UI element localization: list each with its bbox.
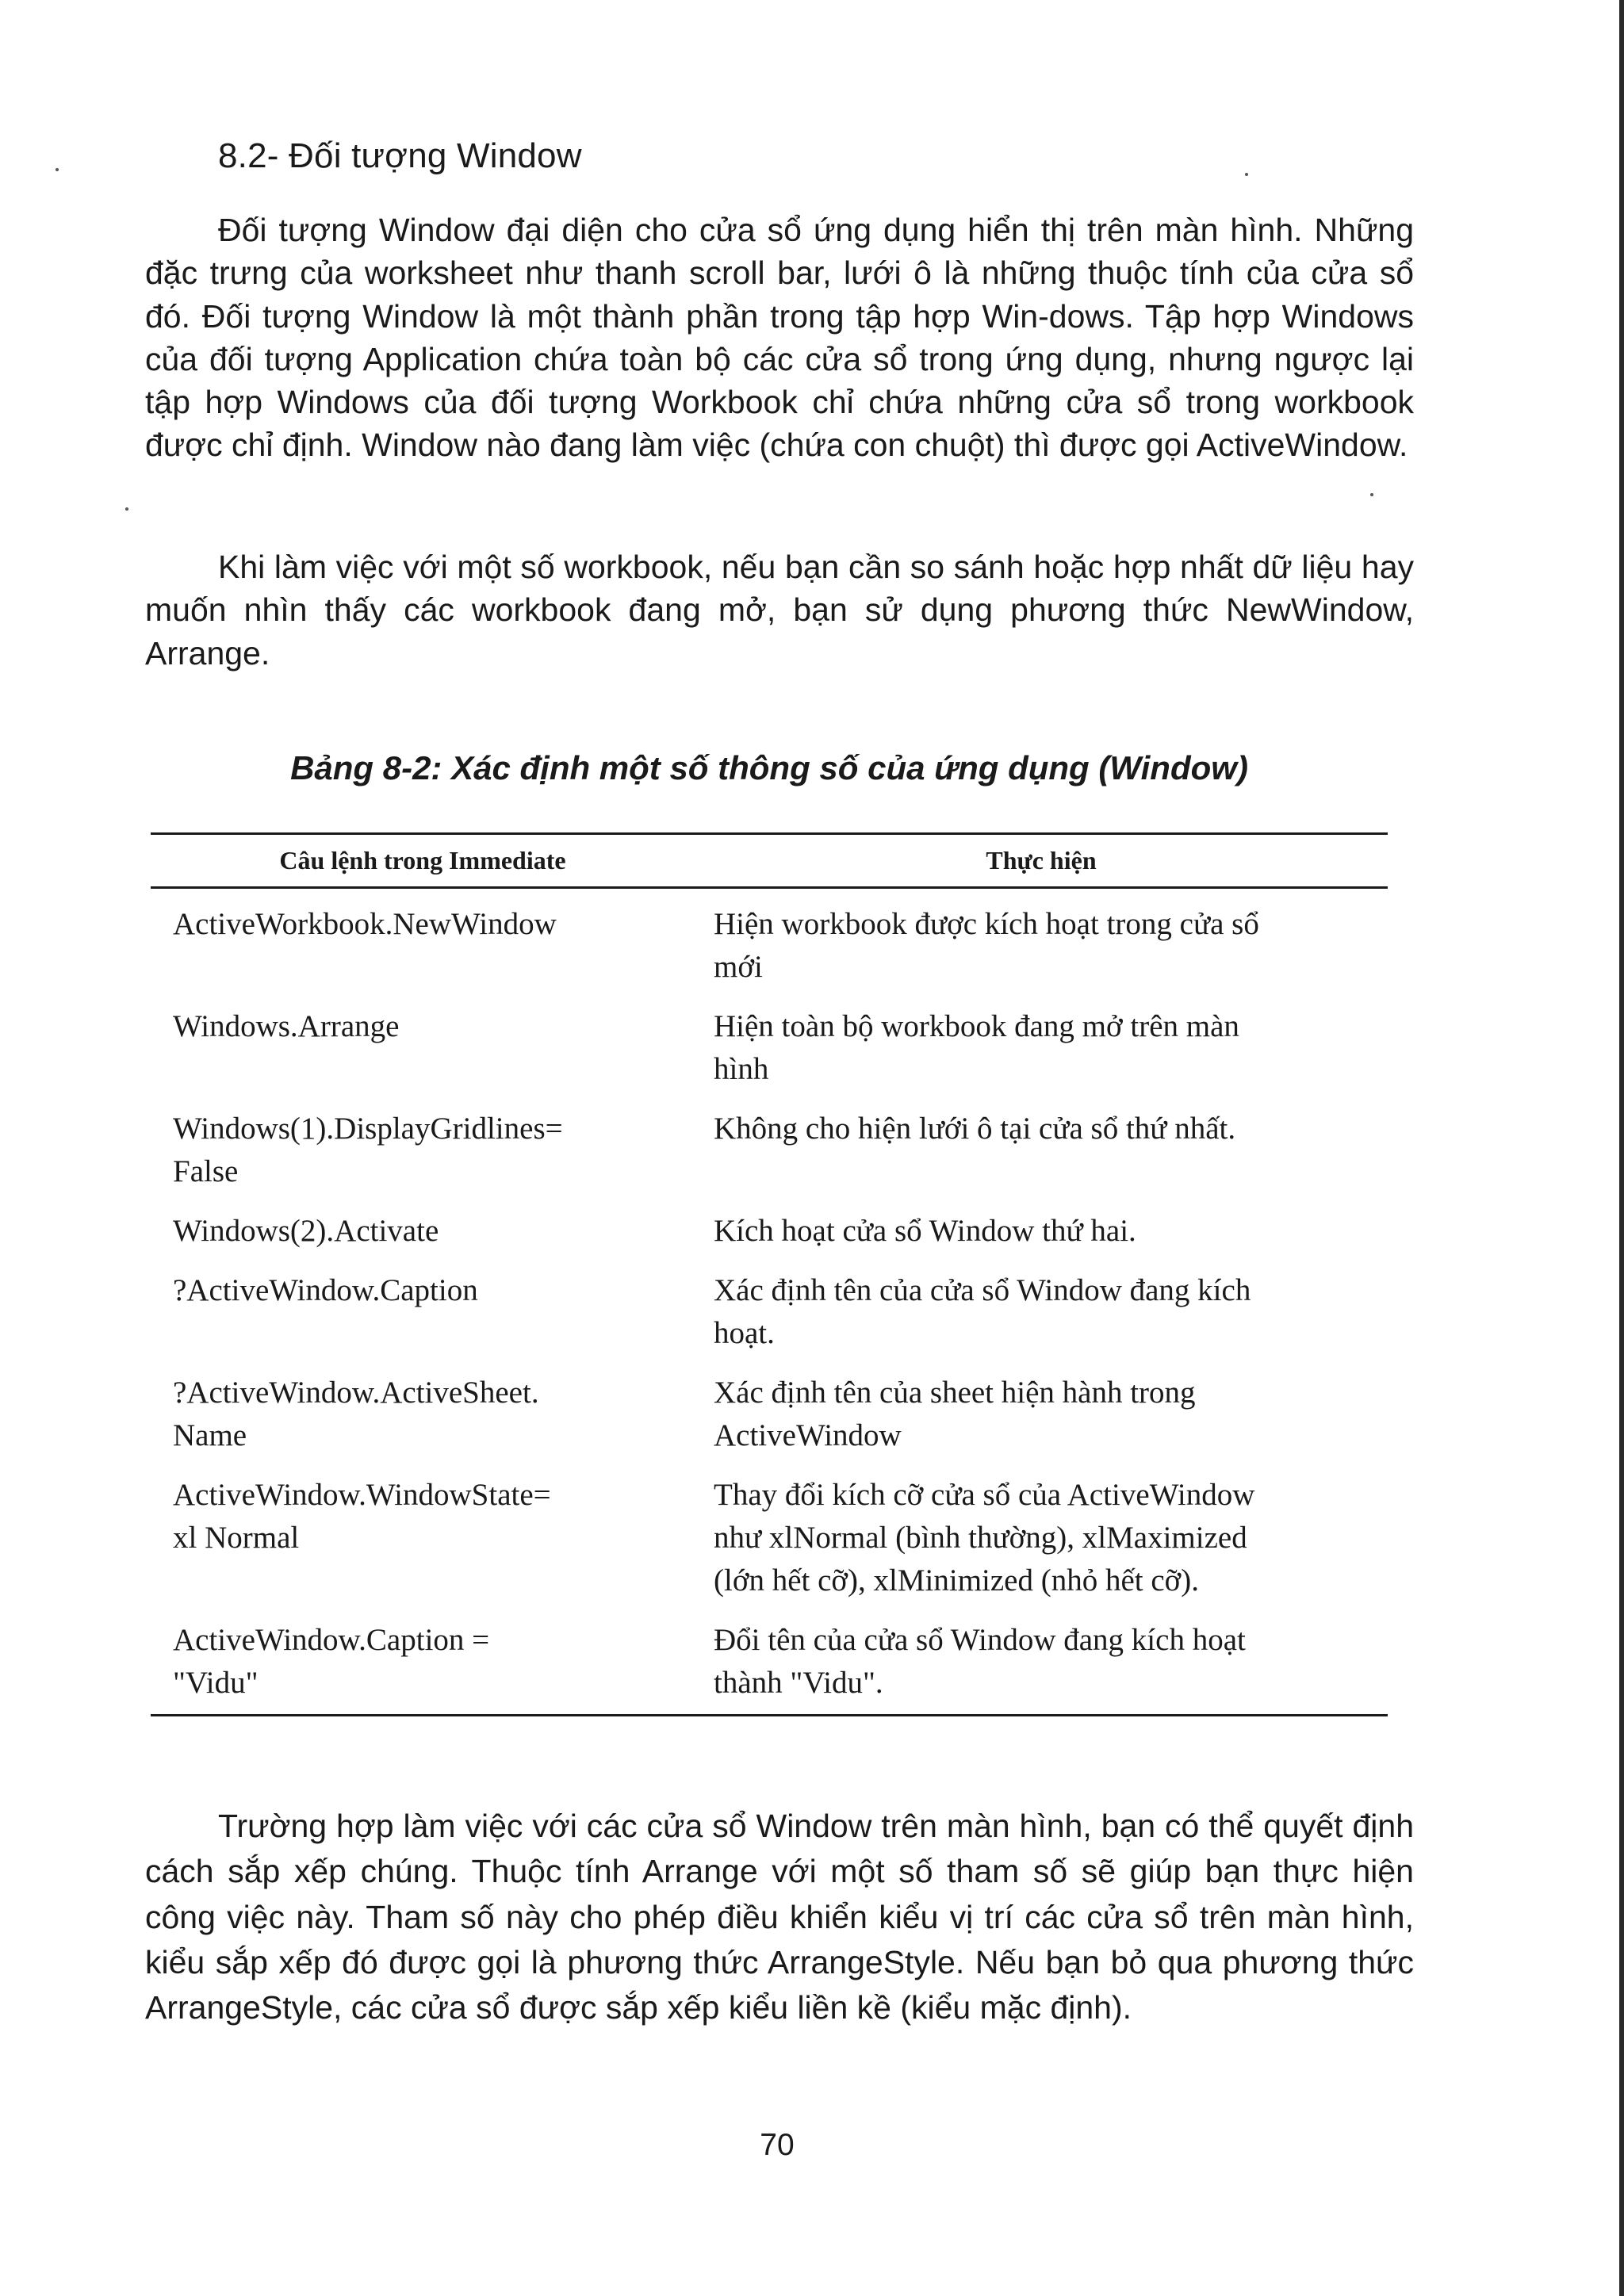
action-cell xyxy=(695,1372,1388,1457)
table-row xyxy=(151,1108,1388,1193)
action-text: Không cho hiện lưới ô tại cửa sổ thứ nhất. xyxy=(714,1112,1236,1146)
table-row xyxy=(151,1005,1388,1091)
action-text: như xlNormal (bình thường), xlMaximized xyxy=(714,1521,1247,1555)
action-text: mới xyxy=(714,950,763,984)
action-cell xyxy=(695,1005,1388,1091)
command-cell xyxy=(151,1210,695,1253)
workbook-paragraph: Khi làm việc với một số workbook, nếu bạn cần so sánh hoặc hợp nhất dữ liệu hay muốn nhìn thấy các workbook đang mở, bạn sử dụng phương thức NewWindow, Arrange. xyxy=(145,549,1414,672)
command-cell xyxy=(151,903,695,989)
action-cell xyxy=(695,1619,1388,1705)
action-text: (lớn hết cỡ), xlMinimized (nhỏ hết cỡ). xyxy=(714,1563,1200,1598)
header-action: Thực hiện xyxy=(986,846,1097,874)
command-cell xyxy=(151,1005,695,1091)
command-text: ActiveWindow.Caption = xyxy=(173,1623,490,1657)
action-text: Xác định tên của sheet hiện hành trong xyxy=(714,1376,1196,1410)
command-text: Windows.Arrange xyxy=(173,1009,400,1043)
action-text: ActiveWindow xyxy=(714,1418,902,1452)
action-text: thành "Vidu". xyxy=(714,1666,883,1700)
action-cell xyxy=(695,1210,1388,1253)
command-cell xyxy=(151,1269,695,1355)
command-cell xyxy=(151,1372,695,1457)
action-text: Kích hoạt cửa sổ Window thứ hai. xyxy=(714,1214,1136,1248)
intro-paragraph: Đối tượng Window đại diện cho cửa sổ ứng dụng hiển thị trên màn hình. Những đặc trưng của worksheet như thanh scroll bar, lưới ô là những thuộc tính của cửa sổ đó. Đối tượng Window là một thành phần trong tập hợp Win-dows. Tập hợp Windows của đối tượng Application chứa toàn bộ các cửa sổ trong ứng dụng, nhưng ngược lại tập hợp Windows của đối tượng Workbook chỉ chứa những cửa sổ trong workbook được chỉ định. Window nào đang làm việc (chứa con chuột) thì được gọi ActiveWindow. xyxy=(145,212,1414,464)
command-text: False xyxy=(173,1154,239,1188)
table-row xyxy=(151,1474,1388,1602)
table-row xyxy=(151,1372,1388,1457)
action-cell xyxy=(695,1269,1388,1355)
action-text: Đổi tên của cửa sổ Window đang kích hoạt xyxy=(714,1623,1246,1657)
action-text: Hiện workbook được kích hoạt trong cửa sổ xyxy=(714,907,1259,941)
command-text: ?ActiveWindow.Caption xyxy=(173,1273,478,1307)
scan-speck xyxy=(125,507,128,511)
scan-edge xyxy=(1619,0,1624,2296)
command-text: Windows(1).DisplayGridlines= xyxy=(173,1112,563,1146)
table-row xyxy=(151,903,1388,989)
page-number: 70 xyxy=(760,2128,795,2162)
action-text: hoạt. xyxy=(714,1316,775,1350)
command-cell xyxy=(151,1619,695,1705)
table-row xyxy=(151,1210,1388,1253)
scan-speck xyxy=(56,168,59,171)
arrange-paragraph: Trường hợp làm việc với các cửa sổ Window trên màn hình, bạn có thể quyết định cách sắp xếp chúng. Thuộc tính Arrange với một số tham số sẽ giúp bạn thực hiện công việc này. Tham số này cho phép điều khiển kiểu vị trí các cửa sổ trên màn hình, kiểu sắp xếp đó được gọi là phương thức ArrangeStyle. Nếu bạn bỏ qua phương thức ArrangeStyle, các cửa sổ được sắp xếp kiểu liền kề (kiểu mặc định). xyxy=(145,1808,1414,2026)
table-row xyxy=(151,1619,1388,1705)
scan-speck xyxy=(1245,173,1248,176)
table-body xyxy=(151,889,1388,1714)
section-title: 8.2- Đối tượng Window xyxy=(218,136,582,175)
table-caption: Bảng 8-2: Xác định một số thông số của ứng dụng (Window) xyxy=(290,749,1248,786)
table-bottom-rule xyxy=(151,1714,1388,1716)
command-text: ?ActiveWindow.ActiveSheet. xyxy=(173,1376,539,1410)
header-command: Câu lệnh trong Immediate xyxy=(279,846,566,874)
action-text: hình xyxy=(714,1052,769,1086)
command-cell xyxy=(151,1474,695,1602)
command-table xyxy=(151,832,1388,1716)
scan-speck xyxy=(1370,493,1373,496)
command-text: Windows(2).Activate xyxy=(173,1214,439,1248)
action-text: Xác định tên của cửa sổ Window đang kích xyxy=(714,1273,1251,1307)
action-cell xyxy=(695,903,1388,989)
action-cell xyxy=(695,1474,1388,1602)
command-cell xyxy=(151,1108,695,1193)
command-text: "Vidu" xyxy=(173,1666,259,1700)
action-text: Thay đổi kích cỡ cửa sổ của ActiveWindow xyxy=(714,1478,1255,1512)
command-text: xl Normal xyxy=(173,1521,300,1555)
command-text: Name xyxy=(173,1418,247,1452)
action-text: Hiện toàn bộ workbook đang mở trên màn xyxy=(714,1009,1239,1043)
table-header xyxy=(151,835,1388,886)
table-row xyxy=(151,1269,1388,1355)
command-text: ActiveWorkbook.NewWindow xyxy=(173,907,557,941)
command-text: ActiveWindow.WindowState= xyxy=(173,1478,551,1512)
action-cell xyxy=(695,1108,1388,1193)
